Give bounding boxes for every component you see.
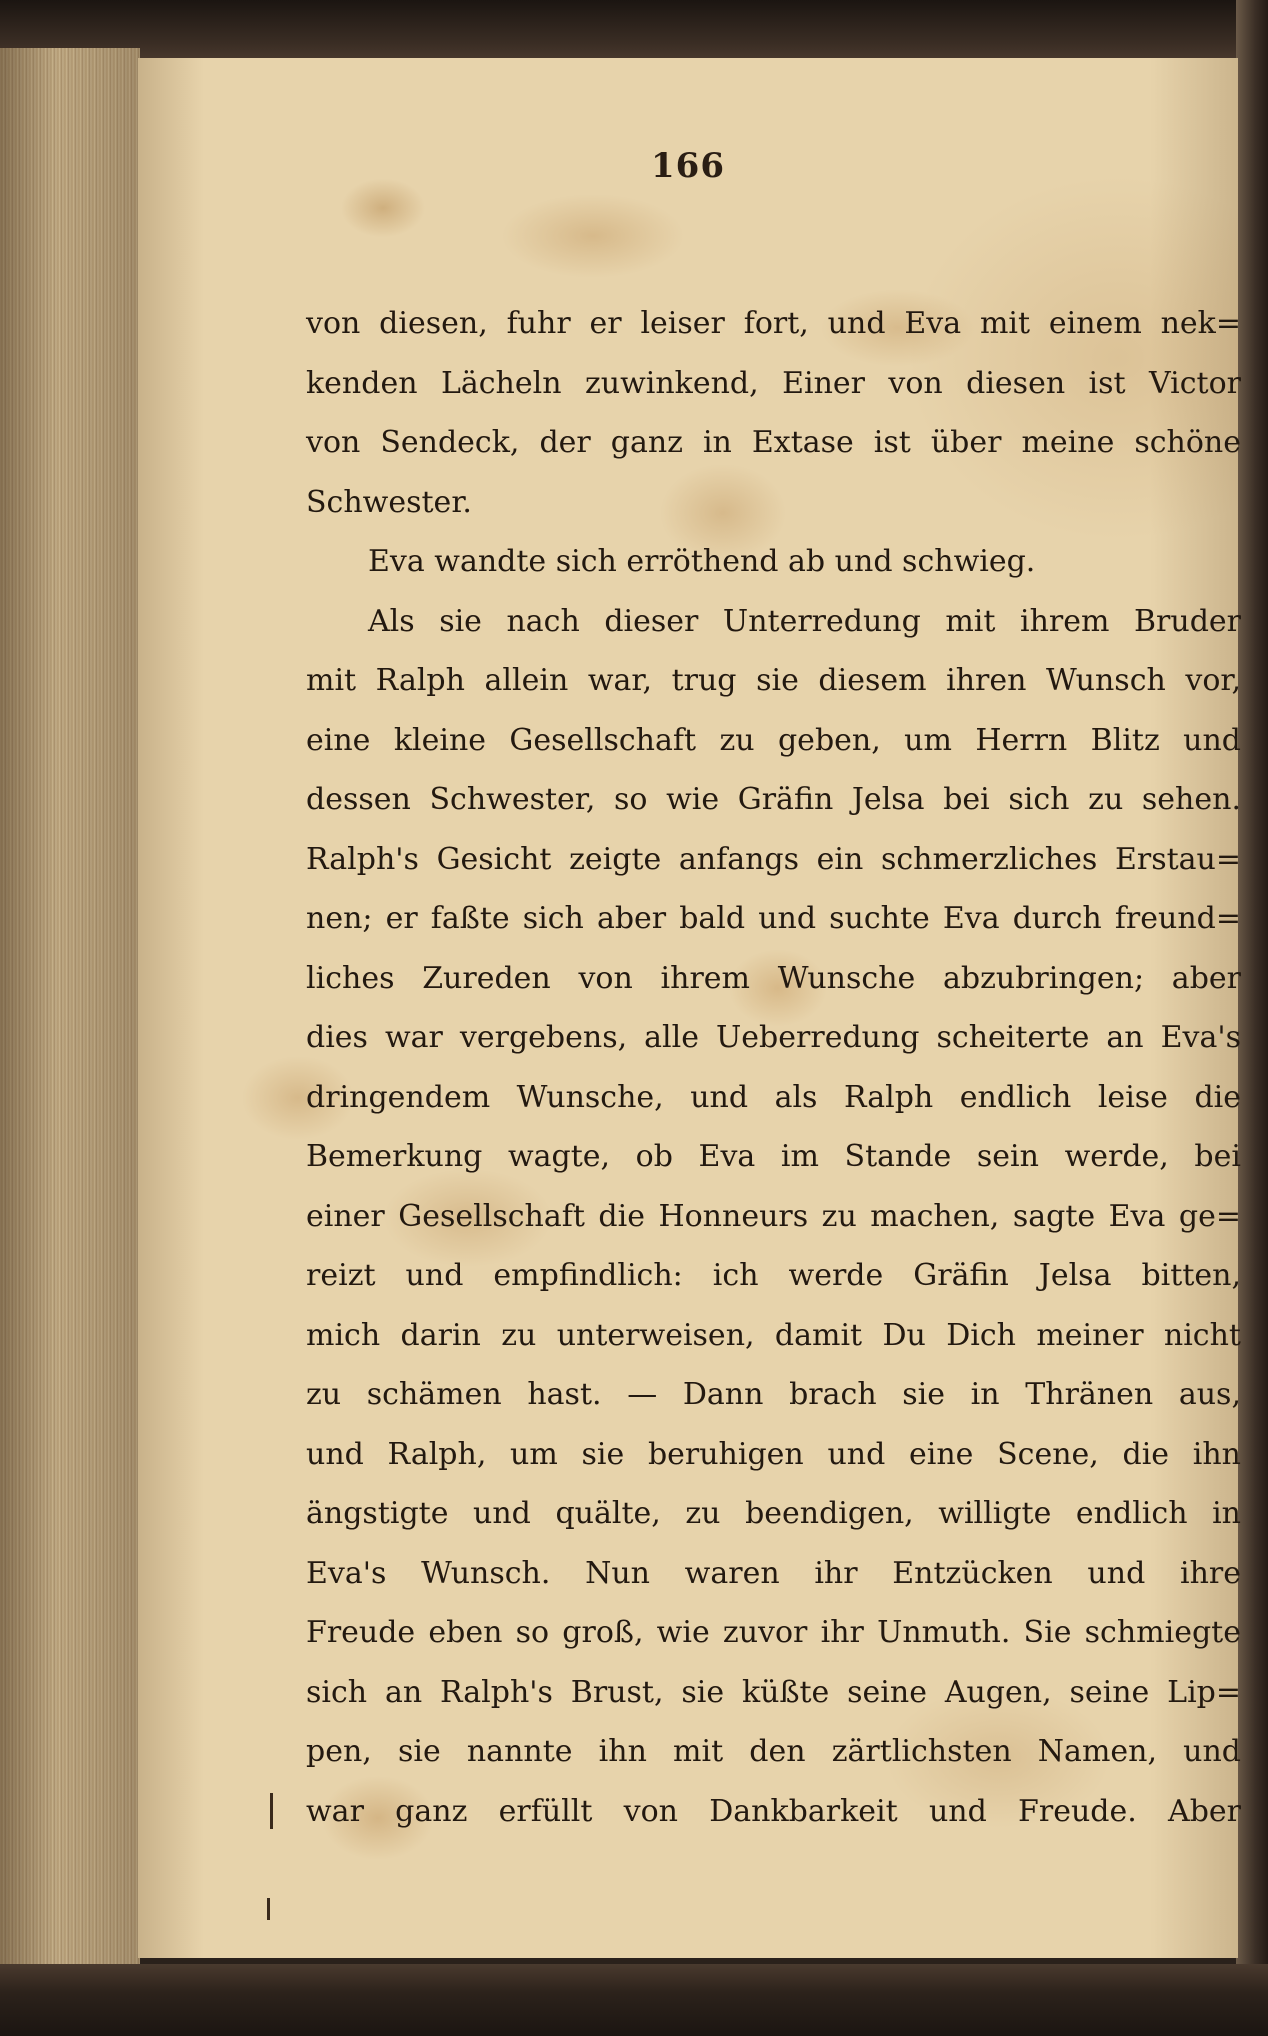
ink-mark [267, 1898, 270, 1920]
book-cover-top [0, 0, 1268, 62]
text-line: mich darin zu unterweisen, damit Du Dich meiner nicht [306, 1317, 1241, 1353]
paper-page [138, 58, 1241, 1958]
text-line: eine kleine Gesellschaft zu geben, um Herrn Blitz und [306, 722, 1241, 758]
text-line: Bemerkung wagte, ob Eva im Stande sein werde, bei [306, 1139, 1241, 1174]
text-line: war ganz erfüllt von Dankbarkeit und Freude. Aber [306, 1793, 1241, 1829]
text-line: Schwester. [306, 484, 472, 520]
text-line: pen, sie nannte ihn mit den zärtlichsten Namen, und [306, 1734, 1241, 1769]
text-line: ängstigte und quälte, zu beendigen, willigte endlich in [306, 1496, 1241, 1531]
text-line: dringendem Wunsche, und als Ralph endlich leise die [306, 1079, 1241, 1115]
text-line: und Ralph, um sie beruhigen und eine Scene, die ihn [306, 1436, 1241, 1472]
text-line: Eva wandte sich erröthend ab und schwieg. [368, 544, 1036, 579]
text-line: zu schämen hast. — Dann brach sie in Thränen aus, [306, 1377, 1241, 1412]
text-line: mit Ralph allein war, trug sie diesem ihren Wunsch vor, [306, 663, 1241, 698]
text-line: sich an Ralph's Brust, sie küßte seine Augen, seine Lip= [306, 1674, 1241, 1710]
text-line: dies war vergebens, alle Ueberredung scheiterte an Eva's [306, 1020, 1241, 1055]
ink-mark [270, 1793, 273, 1829]
text-line: Ralph's Gesicht zeigte anfangs ein schmerzliches Erstau= [306, 841, 1241, 877]
text-line: von diesen, fuhr er leiser fort, und Eva mit einem nek= [306, 306, 1241, 341]
page-edges-shadow [0, 48, 140, 1968]
text-line: Als sie nach dieser Unterredung mit ihrem Bruder [368, 603, 1241, 639]
text-line: von Sendeck, der ganz in Extase ist über meine schöne [306, 425, 1241, 460]
text-line: liches Zureden von ihrem Wunsche abzubringen; aber [306, 960, 1241, 996]
text-line: kenden Lächeln zuwinkend, Einer von diesen ist Victor [306, 365, 1241, 401]
page-number: 166 [651, 146, 725, 186]
text-line: reizt und empfindlich: ich werde Gräfin Jelsa bitten, [306, 1258, 1241, 1293]
text-line: Eva's Wunsch. Nun waren ihr Entzücken und ihre [306, 1555, 1241, 1591]
text-line: Freude eben so groß, wie zuvor ihr Unmuth. Sie schmiegte [306, 1615, 1241, 1650]
text-line: nen; er faßte sich aber bald und suchte Eva durch freund= [306, 901, 1241, 936]
text-line: einer Gesellschaft die Honneurs zu machen, sagte Eva ge= [306, 1198, 1241, 1234]
text-line: dessen Schwester, so wie Gräfin Jelsa bei sich zu sehen. [306, 782, 1241, 817]
book-cover-bottom [0, 1964, 1268, 2036]
body-text [306, 294, 1241, 1841]
